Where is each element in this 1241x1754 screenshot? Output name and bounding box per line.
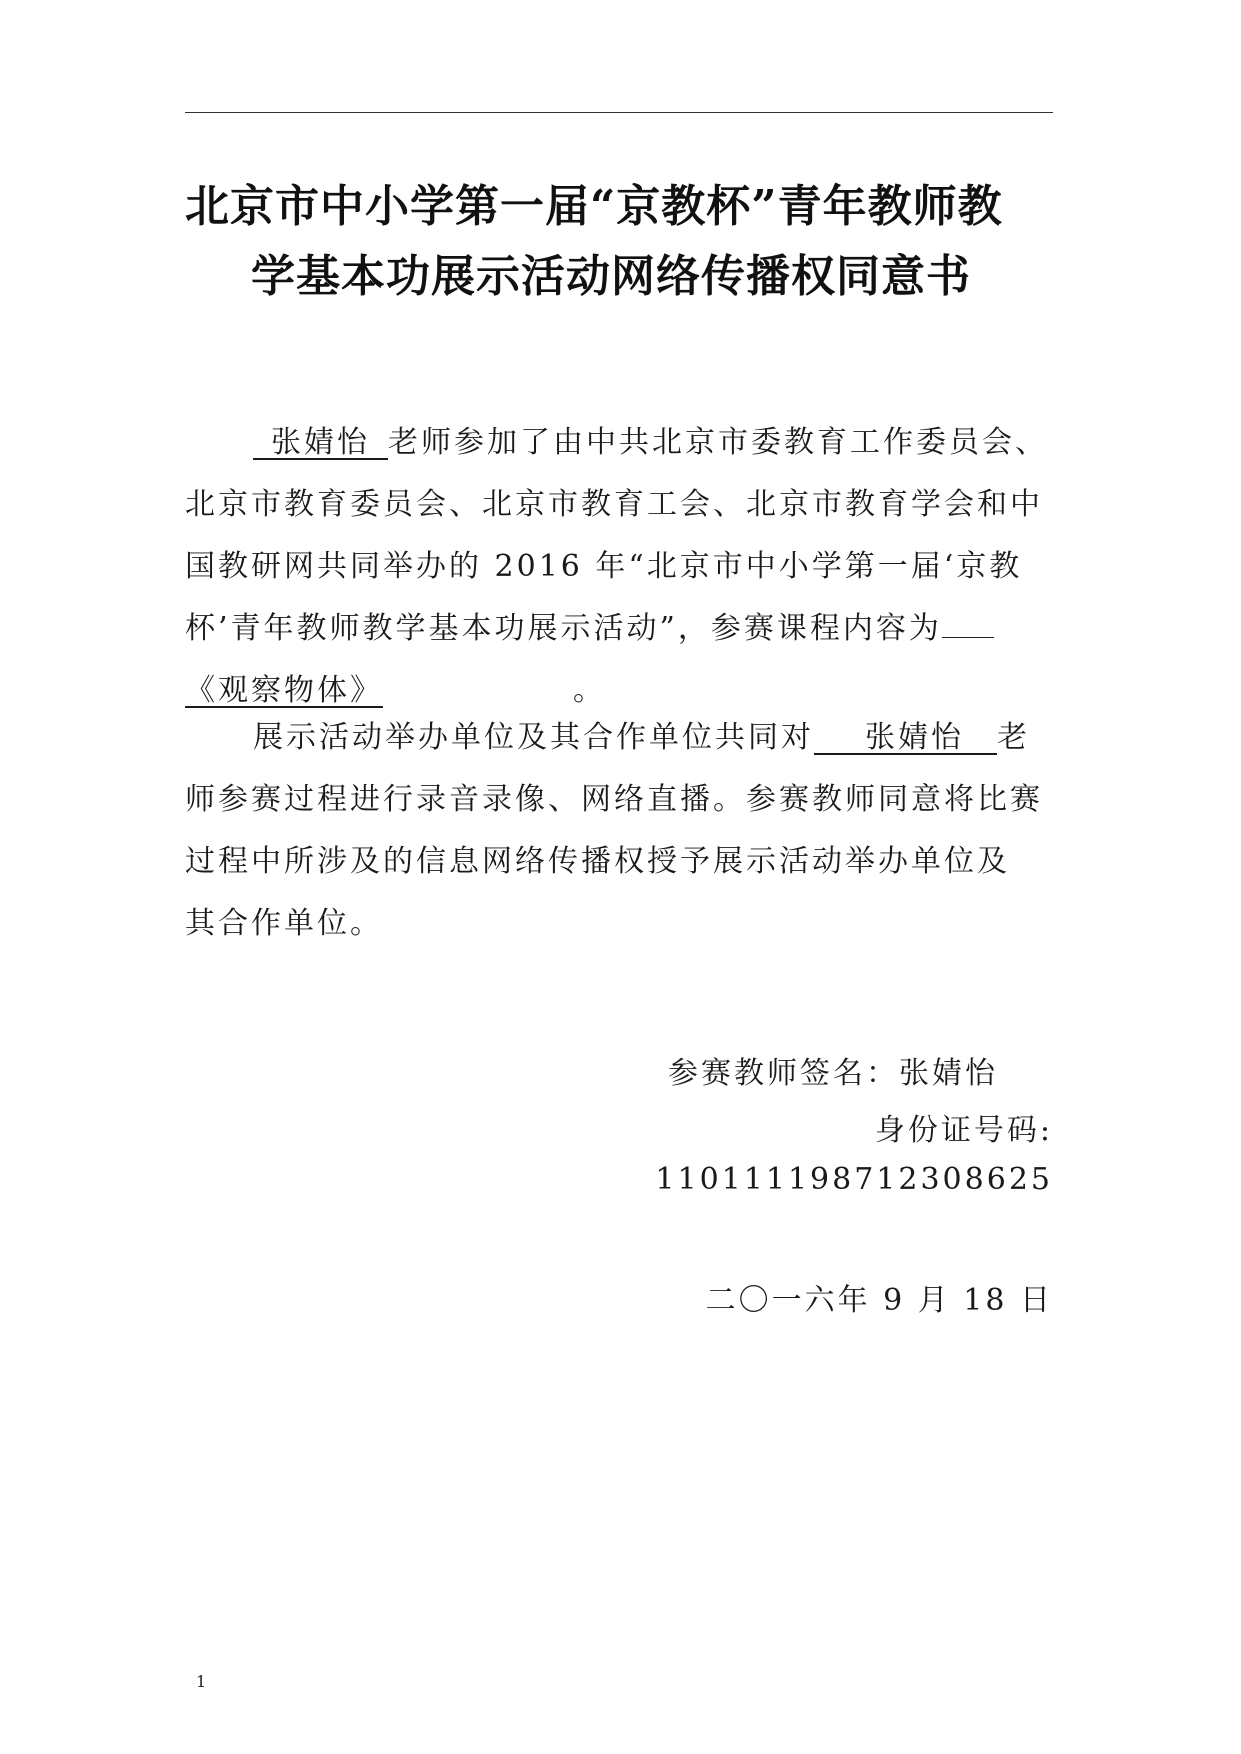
signature-label: 参赛教师签名： (668, 1056, 899, 1091)
paragraph-1 (185, 412, 1053, 722)
header-rule (185, 112, 1053, 113)
signature-date: 二〇一六年 9 月 18 日 (705, 1283, 1053, 1318)
paragraph-2-line-1: 展示活动举办单位及其合作单位共同对 张婧怡 老 (253, 720, 1030, 755)
paragraph-2-line-4: 其合作单位。 (185, 906, 383, 941)
paragraph-2 (185, 707, 1053, 955)
paragraph-1-line-1: 张婧怡 老师参加了由中共北京市委教育工作委员会、 (185, 412, 1053, 474)
title-line-2: 学基本功展示活动网络传播权同意书 (251, 251, 971, 302)
teacher-name-field-2: 张婧怡 (865, 720, 964, 755)
blank-line (942, 607, 994, 638)
paragraph-1-line-4: 杯’青年教师教学基本功展示活动”，参赛课程内容为 (185, 598, 1053, 660)
signature-line (185, 1048, 1053, 1092)
paragraph-1-line-2: 北京市教育委员会、北京市教育工会、北京市教育学会和中 (185, 487, 1043, 522)
paragraph-1-line-3: 国教研网共同举办的 2016 年“北京市中小学第一届‘京教 (185, 549, 1023, 584)
id-number-label: 身份证号码: (874, 1113, 1053, 1148)
paragraph-1-line-5: 《观察物体》 。 (185, 673, 606, 708)
teacher-name-field: 张婧怡 (271, 425, 370, 460)
signature-name: 张婧怡 (899, 1056, 998, 1091)
paragraph-2-line-3: 过程中所涉及的信息网络传播权授予展示活动举办单位及 (185, 844, 1010, 879)
paragraph-2-line-2: 师参赛过程进行录音录像、网络直播。参赛教师同意将比赛 (185, 782, 1043, 817)
course-name-field: 《观察物体》 (185, 673, 383, 708)
title-line-1: 北京市中小学第一届“京教杯”青年教师教 (185, 181, 1003, 232)
id-number-value: 110111198712308625 (655, 1162, 1053, 1197)
page-number: 1 (196, 1672, 207, 1691)
document-title (185, 172, 1053, 312)
